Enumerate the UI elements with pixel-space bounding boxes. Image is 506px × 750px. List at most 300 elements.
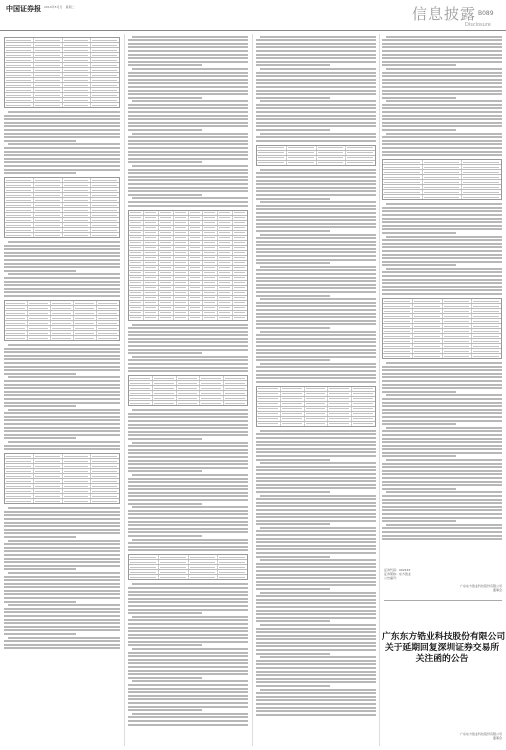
table-cell — [472, 329, 501, 333]
table-cell — [91, 188, 119, 192]
text-line — [256, 530, 376, 532]
text-line — [382, 495, 502, 497]
text-line — [256, 663, 376, 665]
text-line — [256, 97, 330, 99]
text-line — [256, 345, 376, 347]
text-line — [4, 445, 120, 447]
table-row — [257, 422, 375, 426]
notice-divider — [384, 600, 502, 601]
text-line — [128, 413, 248, 415]
text-line — [382, 140, 502, 142]
text-line — [4, 291, 120, 293]
table-cell — [5, 103, 34, 107]
text-line — [128, 495, 248, 497]
table-cell — [203, 276, 218, 280]
text-line — [256, 484, 376, 486]
text-line — [128, 724, 248, 726]
table-cell — [203, 251, 218, 255]
table-cell — [224, 381, 247, 385]
text-line — [382, 225, 502, 227]
table-cell — [5, 208, 34, 212]
text-line — [128, 601, 248, 603]
table-cell — [189, 231, 204, 235]
table-cell — [91, 233, 119, 237]
table-cell — [5, 203, 34, 207]
text-line — [256, 477, 376, 479]
text-line — [382, 376, 502, 378]
table-cell — [144, 276, 159, 280]
text-line — [382, 250, 502, 252]
text-line — [256, 341, 376, 343]
table-cell — [233, 236, 247, 240]
text-line — [4, 611, 120, 613]
table-cell — [51, 331, 74, 335]
table-cell — [91, 63, 119, 67]
table-cell — [328, 392, 352, 396]
text-line — [4, 151, 120, 153]
text-line — [382, 517, 502, 519]
table-cell — [34, 48, 63, 52]
table-cell — [129, 401, 153, 405]
table-cell — [189, 236, 204, 240]
text-line — [4, 629, 120, 631]
text-line — [382, 448, 502, 450]
table-cell — [91, 193, 119, 197]
table-cell — [174, 221, 189, 225]
table-cell — [472, 349, 501, 353]
table-cell — [159, 281, 174, 285]
notice-signature-upper — [448, 584, 502, 592]
table-cell — [472, 319, 501, 323]
text-line — [8, 604, 120, 606]
table-cell — [153, 386, 177, 390]
text-line — [128, 695, 248, 697]
table-row — [129, 401, 247, 405]
text-line — [4, 430, 120, 432]
text-line — [4, 263, 120, 265]
table-cell — [159, 296, 174, 300]
table-cell — [383, 324, 413, 328]
text-line — [382, 441, 502, 443]
text-line — [256, 277, 376, 279]
table-cell — [189, 306, 204, 310]
text-line — [128, 205, 248, 207]
text-line — [382, 111, 502, 113]
text-line — [256, 491, 330, 493]
text-line — [256, 118, 376, 120]
table-cell — [233, 256, 247, 260]
table-cell — [28, 306, 51, 310]
table-cell — [129, 276, 144, 280]
table-cell — [5, 218, 34, 222]
table-cell — [328, 387, 352, 391]
table-cell — [51, 321, 74, 325]
text-line — [256, 251, 376, 253]
text-line — [132, 442, 248, 444]
table-cell — [383, 319, 413, 323]
table-cell — [233, 276, 247, 280]
table-cell — [462, 180, 501, 184]
table-cell — [413, 299, 443, 303]
table-cell — [423, 195, 463, 199]
text-line — [256, 136, 376, 138]
table-cell — [352, 402, 375, 406]
text-line — [386, 459, 502, 461]
text-line — [128, 673, 248, 675]
text-line — [132, 409, 248, 411]
text-line — [4, 295, 120, 297]
table-cell — [144, 291, 159, 295]
text-line — [382, 423, 456, 425]
text-line — [128, 183, 248, 185]
text-line — [4, 362, 120, 364]
text-line — [382, 445, 502, 447]
text-line — [256, 606, 376, 608]
table-cell — [144, 236, 159, 240]
table-cell — [34, 203, 63, 207]
table-cell — [74, 331, 97, 335]
table-cell — [5, 93, 34, 97]
table-cell — [97, 306, 119, 310]
text-line — [256, 620, 330, 622]
table-cell — [129, 301, 144, 305]
table-cell — [159, 271, 174, 275]
text-line — [382, 506, 502, 508]
table-cell — [257, 151, 287, 155]
text-line — [260, 100, 376, 102]
table-cell — [218, 271, 233, 275]
text-line — [256, 584, 376, 586]
table-cell — [189, 261, 204, 265]
table-cell — [34, 68, 63, 72]
table-cell — [5, 43, 34, 47]
table-cell — [159, 216, 174, 220]
table-cell — [91, 494, 119, 498]
table-cell — [91, 218, 119, 222]
text-line — [256, 291, 376, 293]
table-cell — [423, 175, 463, 179]
table-cell — [233, 241, 247, 245]
text-line — [256, 295, 330, 297]
text-line — [386, 362, 502, 364]
text-line — [260, 201, 376, 203]
table-cell — [91, 499, 119, 503]
table-cell — [189, 211, 204, 215]
table-cell — [174, 296, 189, 300]
data-table — [4, 37, 120, 108]
data-table — [256, 386, 376, 427]
table-cell — [257, 146, 287, 150]
text-line — [128, 637, 248, 639]
table-cell — [91, 459, 119, 463]
text-line — [256, 459, 330, 461]
text-line — [4, 277, 120, 279]
text-line — [128, 630, 248, 632]
text-column-4 — [382, 34, 502, 564]
text-line — [4, 434, 120, 436]
table-cell — [233, 221, 247, 225]
text-line — [256, 381, 376, 383]
table-cell — [413, 334, 443, 338]
text-line — [128, 481, 248, 483]
table-cell — [203, 266, 218, 270]
text-line — [382, 61, 502, 63]
table-cell — [63, 68, 92, 72]
text-line — [256, 602, 376, 604]
text-line — [256, 480, 376, 482]
text-line — [382, 286, 502, 288]
table-cell — [346, 146, 375, 150]
text-line — [4, 416, 120, 418]
text-line — [386, 427, 502, 429]
table-cell — [443, 334, 473, 338]
text-line — [4, 437, 76, 439]
table-cell — [174, 276, 189, 280]
table-cell — [159, 231, 174, 235]
text-line — [128, 359, 248, 361]
text-line — [256, 538, 376, 540]
table-cell — [233, 281, 247, 285]
table-cell — [28, 316, 51, 320]
text-line — [256, 349, 376, 351]
table-cell — [34, 183, 63, 187]
table-cell — [218, 276, 233, 280]
table-cell — [200, 376, 224, 380]
table-cell — [443, 349, 473, 353]
text-line — [256, 374, 376, 376]
table-cell — [5, 58, 34, 62]
text-line — [382, 264, 456, 266]
table-cell — [383, 190, 423, 194]
table-cell — [328, 412, 352, 416]
table-cell — [218, 570, 247, 574]
text-line — [256, 441, 376, 443]
text-line — [382, 107, 502, 109]
table-cell — [218, 291, 233, 295]
table-cell — [144, 241, 159, 245]
text-line — [4, 640, 120, 642]
table-cell — [218, 311, 233, 315]
table-cell — [91, 469, 119, 473]
text-line — [128, 338, 248, 340]
table-cell — [174, 311, 189, 315]
text-line — [256, 667, 376, 669]
table-cell — [189, 216, 204, 220]
table-cell — [97, 336, 119, 340]
table-cell — [218, 251, 233, 255]
text-line — [382, 271, 502, 273]
table-cell — [129, 386, 153, 390]
text-line — [128, 542, 248, 544]
table-cell — [63, 474, 92, 478]
text-line — [382, 412, 502, 414]
table-cell — [218, 211, 233, 215]
text-line — [128, 93, 248, 95]
text-line — [256, 377, 376, 379]
table-cell — [233, 231, 247, 235]
table-cell — [153, 396, 177, 400]
table-cell — [203, 241, 218, 245]
table-cell — [218, 301, 233, 305]
table-cell — [159, 266, 174, 270]
data-table — [128, 375, 248, 406]
text-line — [382, 115, 502, 117]
text-line — [128, 82, 248, 84]
table-cell — [34, 228, 63, 232]
text-line — [382, 402, 502, 404]
table-cell — [159, 565, 189, 569]
text-line — [386, 203, 502, 205]
text-line — [128, 331, 248, 333]
table-cell — [28, 301, 51, 305]
text-line — [128, 327, 248, 329]
text-line — [4, 568, 76, 570]
data-table — [128, 210, 248, 321]
text-line — [4, 529, 120, 531]
data-table — [382, 298, 502, 359]
table-cell — [203, 286, 218, 290]
table-cell — [257, 387, 281, 391]
table-cell — [462, 175, 501, 179]
table-cell — [281, 417, 305, 421]
table-cell — [51, 311, 74, 315]
text-line — [256, 248, 376, 250]
text-line — [256, 107, 376, 109]
column-divider — [124, 34, 125, 746]
table-cell — [189, 575, 219, 579]
table-cell — [159, 256, 174, 260]
text-line — [256, 57, 376, 59]
text-line — [256, 696, 376, 698]
text-line — [382, 502, 502, 504]
text-line — [4, 348, 120, 350]
text-line — [4, 550, 120, 552]
text-line — [382, 221, 502, 223]
table-cell — [218, 226, 233, 230]
text-line — [128, 179, 248, 181]
text-line — [256, 487, 376, 489]
text-line — [128, 492, 248, 494]
text-line — [132, 474, 248, 476]
table-cell — [129, 381, 153, 385]
table-cell — [189, 555, 219, 559]
table-cell — [63, 93, 92, 97]
table-cell — [174, 286, 189, 290]
table-cell — [413, 319, 443, 323]
table-cell — [91, 78, 119, 82]
table-cell — [174, 301, 189, 305]
table-cell — [63, 479, 92, 483]
table-cell — [5, 78, 34, 82]
text-line — [128, 641, 248, 643]
text-line — [382, 210, 502, 212]
text-line — [256, 610, 376, 612]
text-line — [128, 691, 248, 693]
table-cell — [74, 311, 97, 315]
text-line — [382, 275, 502, 277]
table-cell — [203, 281, 218, 285]
table-cell — [443, 319, 473, 323]
table-cell — [5, 228, 34, 232]
text-line — [128, 158, 248, 160]
text-line — [256, 509, 376, 511]
text-line — [256, 244, 376, 246]
table-cell — [159, 316, 174, 320]
text-line — [256, 190, 376, 192]
text-line — [4, 281, 120, 283]
text-line — [256, 352, 376, 354]
table-cell — [144, 231, 159, 235]
table-cell — [129, 396, 153, 400]
text-line — [128, 345, 248, 347]
text-line — [8, 637, 120, 639]
table-cell — [346, 151, 375, 155]
table-cell — [34, 58, 63, 62]
table-cell — [189, 226, 204, 230]
text-line — [256, 262, 330, 264]
text-line — [260, 527, 376, 529]
text-line — [4, 133, 120, 135]
text-line — [382, 366, 502, 368]
text-line — [256, 699, 376, 701]
table-cell — [129, 236, 144, 240]
table-cell — [129, 226, 144, 230]
text-line — [128, 190, 248, 192]
text-line — [260, 298, 376, 300]
text-line — [382, 261, 502, 263]
text-line — [382, 470, 502, 472]
table-cell — [413, 344, 443, 348]
table-cell — [383, 314, 413, 318]
text-line — [4, 252, 120, 254]
text-line — [256, 111, 376, 113]
table-cell — [129, 251, 144, 255]
text-line — [256, 502, 376, 504]
text-line — [4, 647, 120, 649]
signature-company: 广东东方锆业科技股份有限公司 — [459, 732, 502, 736]
table-cell — [218, 266, 233, 270]
table-cell — [462, 165, 501, 169]
table-cell — [129, 296, 144, 300]
table-cell — [203, 291, 218, 295]
text-line — [4, 266, 120, 268]
table-cell — [257, 422, 281, 426]
table-cell — [97, 301, 119, 305]
table-cell — [189, 246, 204, 250]
table-cell — [91, 93, 119, 97]
table-cell — [129, 256, 144, 260]
text-line — [256, 208, 376, 210]
table-cell — [189, 286, 204, 290]
text-line — [256, 180, 376, 182]
table-cell — [144, 271, 159, 275]
text-line — [382, 380, 502, 382]
table-cell — [203, 261, 218, 265]
table-cell — [189, 316, 204, 320]
table-cell — [218, 306, 233, 310]
table-cell — [233, 226, 247, 230]
text-line — [382, 257, 502, 259]
text-line — [382, 484, 502, 486]
text-line — [256, 205, 376, 207]
text-line — [382, 405, 502, 407]
data-table — [4, 177, 120, 238]
text-line — [128, 670, 248, 672]
text-line — [128, 79, 248, 81]
text-line — [128, 172, 248, 174]
table-cell — [5, 454, 34, 458]
table-cell — [423, 190, 463, 194]
